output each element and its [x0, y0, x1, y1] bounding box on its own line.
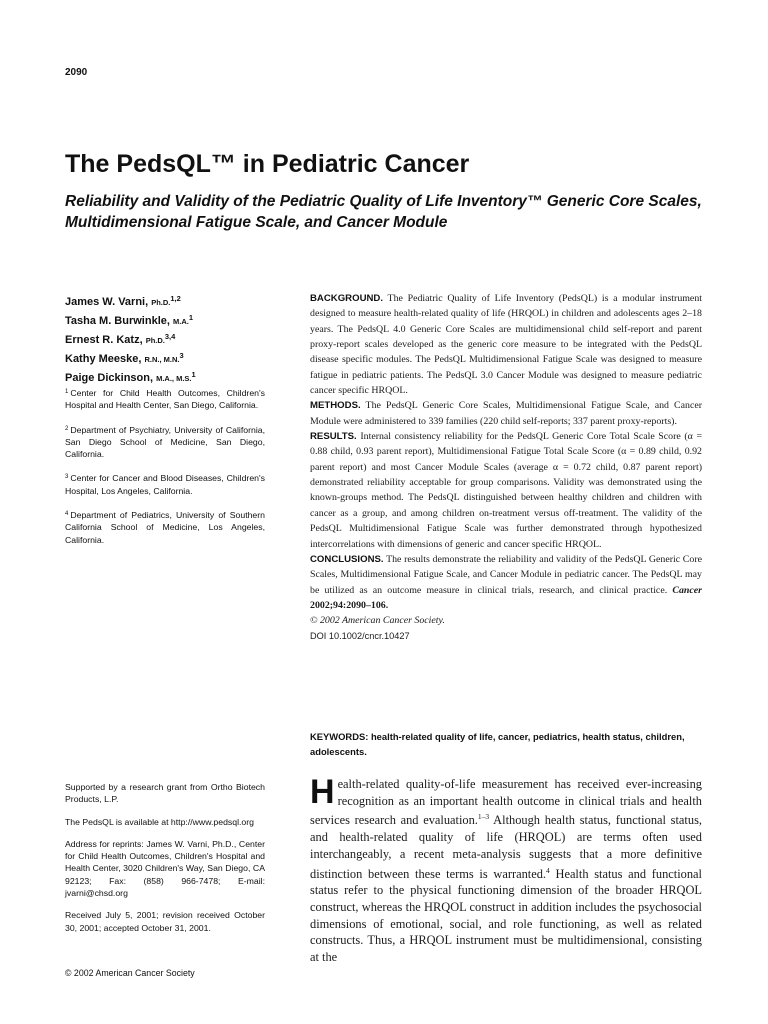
affiliation-text: Center for Cancer and Blood Diseases, Children's Hospital, Los Angeles, California.: [65, 473, 265, 496]
author-list: [65, 291, 295, 386]
author-affiliation-mark: 1,2: [170, 294, 181, 303]
article-title: The PedsQL™ in Pediatric Cancer: [65, 150, 470, 178]
abstract-results-text: Internal consistency reliability for the PedsQL Generic Core Total Scale Score (α = 0.88 child, 0.93 parent report), Multidimensional Fatigue Total Scale Score (α = 0.89 child, 0.92 parent report) and most Cancer Module Scales (average α = 0.72 child, 0.87 parent report) demonstrated reliability acceptable for group comparisons. Validity was demonstrated using the known-groups method. The PedsQL distinguished between healthy children and children with cancer as a group, and among children on-treatment versus off-treatment. The validity of the PedsQL Multidimensional Fatigue Scale was further demonstrated through hypothesized intercorrelations with dimensions of generic and cancer specific HRQOL.: [310, 431, 703, 550]
author-degree: M.A.: [173, 317, 189, 326]
author-affiliation-mark: 3: [179, 351, 184, 360]
abstract-conclusions: [310, 552, 702, 613]
received-dates-note: Received July 5, 2001; revision received October 30, 2001; accepted October 31, 2001.: [65, 910, 265, 933]
abstract-results: [310, 429, 702, 552]
article-subtitle: Reliability and Validity of the Pediatric Quality of Life Inventory™ Generic Core Scales, Multidimensional Fatigue Scale, and Cancer Module: [65, 193, 702, 231]
author-entry: [65, 291, 295, 310]
funding-note: Supported by a research grant from Ortho Biotech Products, L.P.: [65, 782, 265, 805]
affiliation-item: [65, 471, 265, 497]
citation-volume: 2002;94:2090–106.: [310, 599, 389, 611]
author-name: Ernest R. Katz,: [65, 334, 143, 346]
reprint-address-note: Address for reprints: James W. Varni, Ph.D., Center for Child Health Outcomes, Children's Hospital and Health Center, 3020 Children's Way, San Diego, CA 92123; Fax: (858) 966-7478; E-mail: jvarni@chsd.org: [65, 838, 265, 899]
author-entry: [65, 310, 295, 329]
reference-mark[interactable]: 1–3: [477, 812, 490, 822]
author-degree: Ph.D.: [151, 298, 171, 307]
author-affiliation-mark: 1: [188, 313, 194, 322]
abstract-copyright: © 2002 American Cancer Society.: [310, 615, 445, 627]
affiliation-number: 4: [65, 511, 69, 518]
author-entry: [65, 367, 295, 386]
reference-mark[interactable]: 4: [546, 865, 550, 875]
affiliation-list: [65, 386, 265, 557]
keywords: KEYWORDS: health-related quality of life, cancer, pediatrics, health status, children, adolescents.: [310, 731, 685, 757]
abstract-background-text: The Pediatric Quality of Life Inventory (PedsQL) is a modular instrument designed to measure health-related quality of life (HRQOL) in children and adolescents ages 2–18 years. The PedsQL 4.0 Generic Core Scales are multidimensional child self-report and parent proxy-report scales developed as the generic core measure to be integrated with the PedsQL disease specific modules. The PedsQL Multidimensional Fatigue Scale was designed to measure fatigue in pediatric patients. The PedsQL 3.0 Cancer Module was designed to measure pediatric cancer specific HRQOL.: [310, 293, 702, 397]
author-name: Kathy Meeske,: [65, 353, 142, 365]
abstract-background: [310, 291, 702, 398]
abstract-background-heading: BACKGROUND.: [310, 293, 384, 304]
abstract-conclusions-text: The results demonstrate the reliability and validity of the PedsQL Generic Core Scales, Multidimensional Fatigue Scale, and Cancer Module in pediatric cancer. The PedsQL may be utilized as an outcome measure in clinical trials, research, and clinical practice.: [310, 553, 702, 596]
author-degree: M.A., M.S.: [156, 374, 192, 383]
footer-copyright: © 2002 American Cancer Society: [65, 968, 195, 978]
doi-link[interactable]: DOI 10.1002/cncr.10427: [310, 630, 410, 641]
abstract-conclusions-heading: CONCLUSIONS.: [310, 553, 384, 565]
page-number: 2090: [65, 67, 88, 78]
affiliation-item: [65, 386, 265, 412]
author-degree: R.N., M.N.: [144, 355, 180, 364]
affiliation-number: 1: [65, 389, 69, 395]
author-entry: [65, 329, 295, 348]
abstract-methods: [310, 398, 702, 429]
author-affiliation-mark: 1: [191, 370, 196, 379]
abstract: [310, 291, 702, 644]
author-name: James W. Varni,: [65, 296, 149, 308]
body-paragraph-part: Although health status, functional status, and health-related quality of life (HRQOL) are terms often used interchangeably, a recent meta-analysis suggests that a more definitive distinction between these terms is warranted.: [310, 813, 702, 881]
affiliation-item: [65, 508, 265, 546]
author-affiliation-mark: 3,4: [164, 332, 176, 341]
affiliation-text: Department of Pediatrics, University of Southern California School of Medicine, Los Angeles, California.: [65, 510, 265, 545]
front-matter-notes: [65, 781, 265, 944]
drop-cap: H: [310, 773, 335, 811]
affiliation-item: [65, 423, 265, 461]
author-name: Paige Dickinson,: [65, 372, 154, 384]
author-entry: [65, 348, 295, 367]
affiliation-text: Center for Child Health Outcomes, Children's Hospital and Health Center, San Diego, California.: [65, 388, 265, 411]
author-name: Tasha M. Burwinkle,: [65, 315, 170, 327]
availability-note: The PedsQL is available at http://www.pedsql.org: [65, 816, 254, 827]
abstract-results-heading: RESULTS.: [310, 431, 357, 443]
body-paragraph-part: ealth-related quality-of-life measurement has received ever-increasing recognition as an important health outcome in clinical trials and health services research and evaluation.: [310, 777, 702, 828]
author-degree: Ph.D.: [145, 336, 165, 345]
affiliation-number: 2: [65, 425, 69, 432]
affiliation-text: Department of Psychiatry, University of California, San Diego School of Medicine, San Diego, California.: [65, 424, 265, 460]
abstract-methods-text: The PedsQL Generic Core Scales, Multidimensional Fatigue Scale, and Cancer Module were administered to 339 families (220 child self-reports; 337 parent proxy-reports).: [310, 400, 702, 427]
abstract-methods-heading: METHODS.: [310, 400, 361, 412]
affiliation-number: 3: [65, 474, 69, 481]
citation-journal: Cancer: [672, 584, 702, 596]
body-paragraph-part: Health status and functional status refer to the physical functioning dimension of the broader HRQOL construct, whereas the HRQOL construct in addition includes the psychosocial dimensions of emotional, social, and role functioning, as well as related constructs. Thus, a HRQOL instrument must be multidimensional, consisting at the: [310, 866, 702, 965]
body-text: [310, 773, 702, 966]
